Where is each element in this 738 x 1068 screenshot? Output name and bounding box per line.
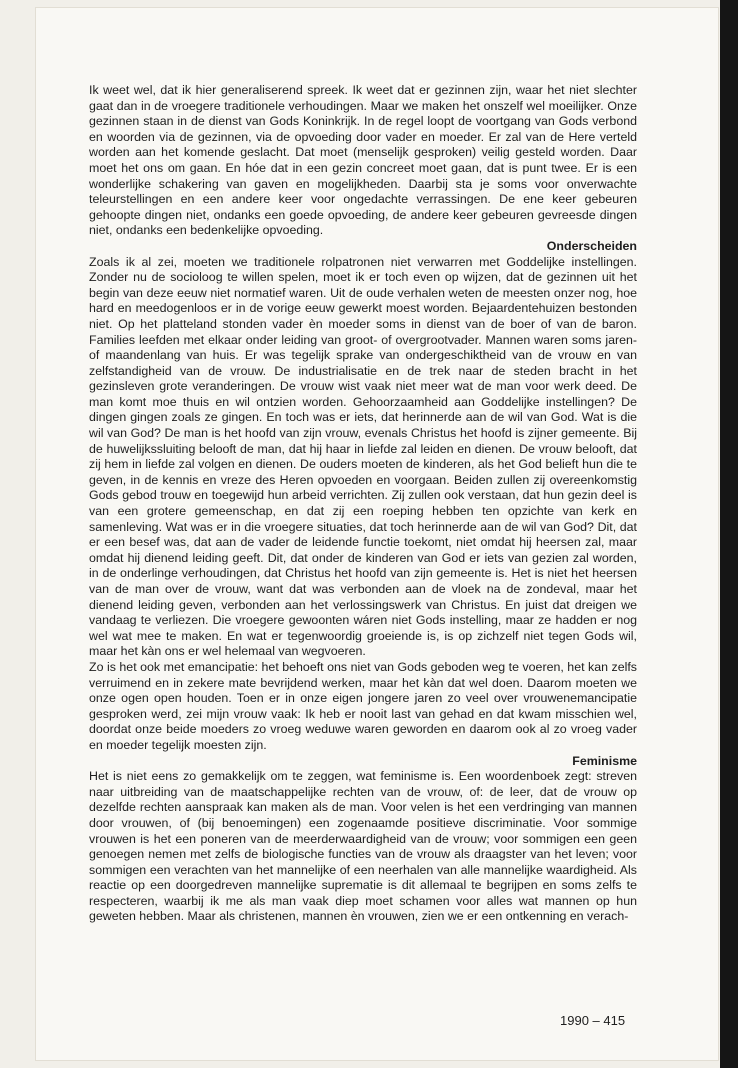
paragraph: Zoals ik al zei, moeten we traditionele rolpatronen niet verwarren met Goddelijke instellingen. Zonder nu de socioloog te willen spelen, moet ik er toch even op wijzen, dat de gezinnen uit het begin van deze eeuw niet normatief waren. Uit de oude verhalen weten de meesten onzer nog, hoe hard en meedogenloos er in de vorige eeuw gewerkt moest worden. Bejaardentehuizen bestonden niet. Op het platteland stonden vader èn moeder soms in dienst van de boer of van de baron. Families leefden met elkaar onder leiding van groot- of overgrootvader. Mannen waren soms jaren- of maandenlang van huis. Er was tegelijk sprake van ondergeschiktheid van de vrouw en van zelfstandigheid van de vrouw. De industrialisatie en de trek naar de steden bracht in het gezinsleven grote veranderingen. De vrouw wist vaak niet meer wat de man voor werk deed. De man komt moe thuis en wil ontzien worden. Gehoorzaamheid aan Goddelijke instellingen? De dingen gingen zoals ze gingen. En toch was er iets, dat herinnerde aan de wil van God. Wat is die wil van God? De man is het hoofd van zijn vrouw, evenals Christus het hoofd is zijner gemeente. Bij de huwelijkssluiting belooft de man, dat hij haar in liefde zal leiden en dienen. De vrouw belooft, dat zij hem in liefde zal volgen en dienen. De ouders moeten de kinderen, als het God belieft hun die te geven, in de kennis en vreze des Heren opvoeden en voorgaan. Beiden zullen zij overeenkomstig Gods gebod trouw en toegewijd hun arbeid verrichten. Zij zullen ook verstaan, dat hun gezin deel is van een grotere gemeenschap, en dat zij een roeping hebben ten opzichte van kerk en samenleving. Wat was er in die vroegere situaties, dat toch herinnerde aan de wil van God? Dit, dat er een besef was, dat aan de vader de leidende functie toekomt, niet omdat hij heersen zal, maar omdat hij dienend leiding geeft. Dit, dat onder de kinderen van God er iets van gezien zal worden, in de onderlinge verhoudingen, dat Christus het hoofd van zijn gemeente is. Het is niet het heersen van de man over de vrouw, want dat was verbonden aan de vloek na de zondeval, maar het dienend leiding geven, verbonden aan het verlossingswerk van Christus. En juist dat dreigen we vandaag te verliezen. Die vroegere gewoonten wáren niet Gods instelling, maar ze hadden er nog wel wat mee te maken. En wat er tegenwoordig groeiende is, is op zichzelf niet tegen Gods wil, maar het kàn ons er wel helemaal van wegvoeren. [89,254,637,659]
binding-edge [720,0,738,1068]
section-heading: Feminisme [572,753,637,768]
paragraph: Het is niet eens zo gemakkelijk om te zeggen, wat feminisme is. Een woordenboek zegt: streven naar uitbreiding van de maatschappelijke rechten van de vrouw, of: de leer, dat de vrouw op dezelfde rechten aanspraak kan maken als de man. Voor velen is het een verdringing van mannen door vrouwen, of (bij benoemingen) een zogenaamde positieve discriminatie. Voor sommige vrouwen is het een poneren van de meerderwaardigheid van de vrouw; voor sommigen een geen genoegen nemen met zelfs de biologische functies van de vrouw als draagster van het leven; voor sommigen een verachten van het mannelijke of een neerhalen van alle mannelijke waardigheid. Als reactie op een doorgedreven mannelijke suprematie is dit allemaal te begrijpen en soms zelfs te respecteren, waarbij ik me als man vaak diep moet schamen voor alles wat mannen op hun geweten hebben. Maar als christenen, mannen èn vrouwen, zien we er een ontkenning en verach- [89,769,637,924]
paragraph: Ik weet wel, dat ik hier generaliserend spreek. Ik weet dat er gezinnen zijn, waar het niet slechter gaat dan in de vroegere traditionele verhoudingen. Maar we maken het onszelf wel moeilijker. Onze gezinnen staan in de dienst van Gods Koninkrijk. In de regel loopt de voortgang van Gods verbond en woorden via de gezinnen, via de opvoeding door vader en moeder. Er zal van de Here verteld worden aan het komende geslacht. Dat moet (menselijk gesproken) veilig gesteld worden. Daar moet het ons om gaan. En hóe dat in een gezin concreet moet gaan, dat is punt twee. Er is een wonderlijke schakering van gaven en mogelijkheden. Daarbij sta je soms voor onverwachte teleurstellingen en een andere keer voor ongedachte verrassingen. De ene keer gebeuren gehoopte dingen niet, ondanks een goede opvoeding, de andere keer gebeuren gevreesde dingen niet, ondanks een bedenkelijke opvoeding. [89,83,637,238]
section-heading: Onderscheiden [546,238,637,253]
article-body [89,83,637,925]
page-number: 1990 – 415 [560,1013,626,1028]
paragraph: Zo is het ook met emancipatie: het behoeft ons niet van Gods geboden weg te voeren, het kan zelfs verruimend en in zekere mate bevrijdend werken, maar het kàn dat wel doen. Daarom moeten we onze ogen open houden. Toen er in onze eigen jongere jaren zo veel over vrouwenemancipatie gesproken werd, zei mijn vrouw vaak: Ik heb er nooit last van gehad en dat kwam misschien wel, doordat onze beide moeders zo vroeg weduwe waren geworden en daarom ook al zo vroeg vader en moeder tegelijk moesten zijn. [89,659,637,752]
